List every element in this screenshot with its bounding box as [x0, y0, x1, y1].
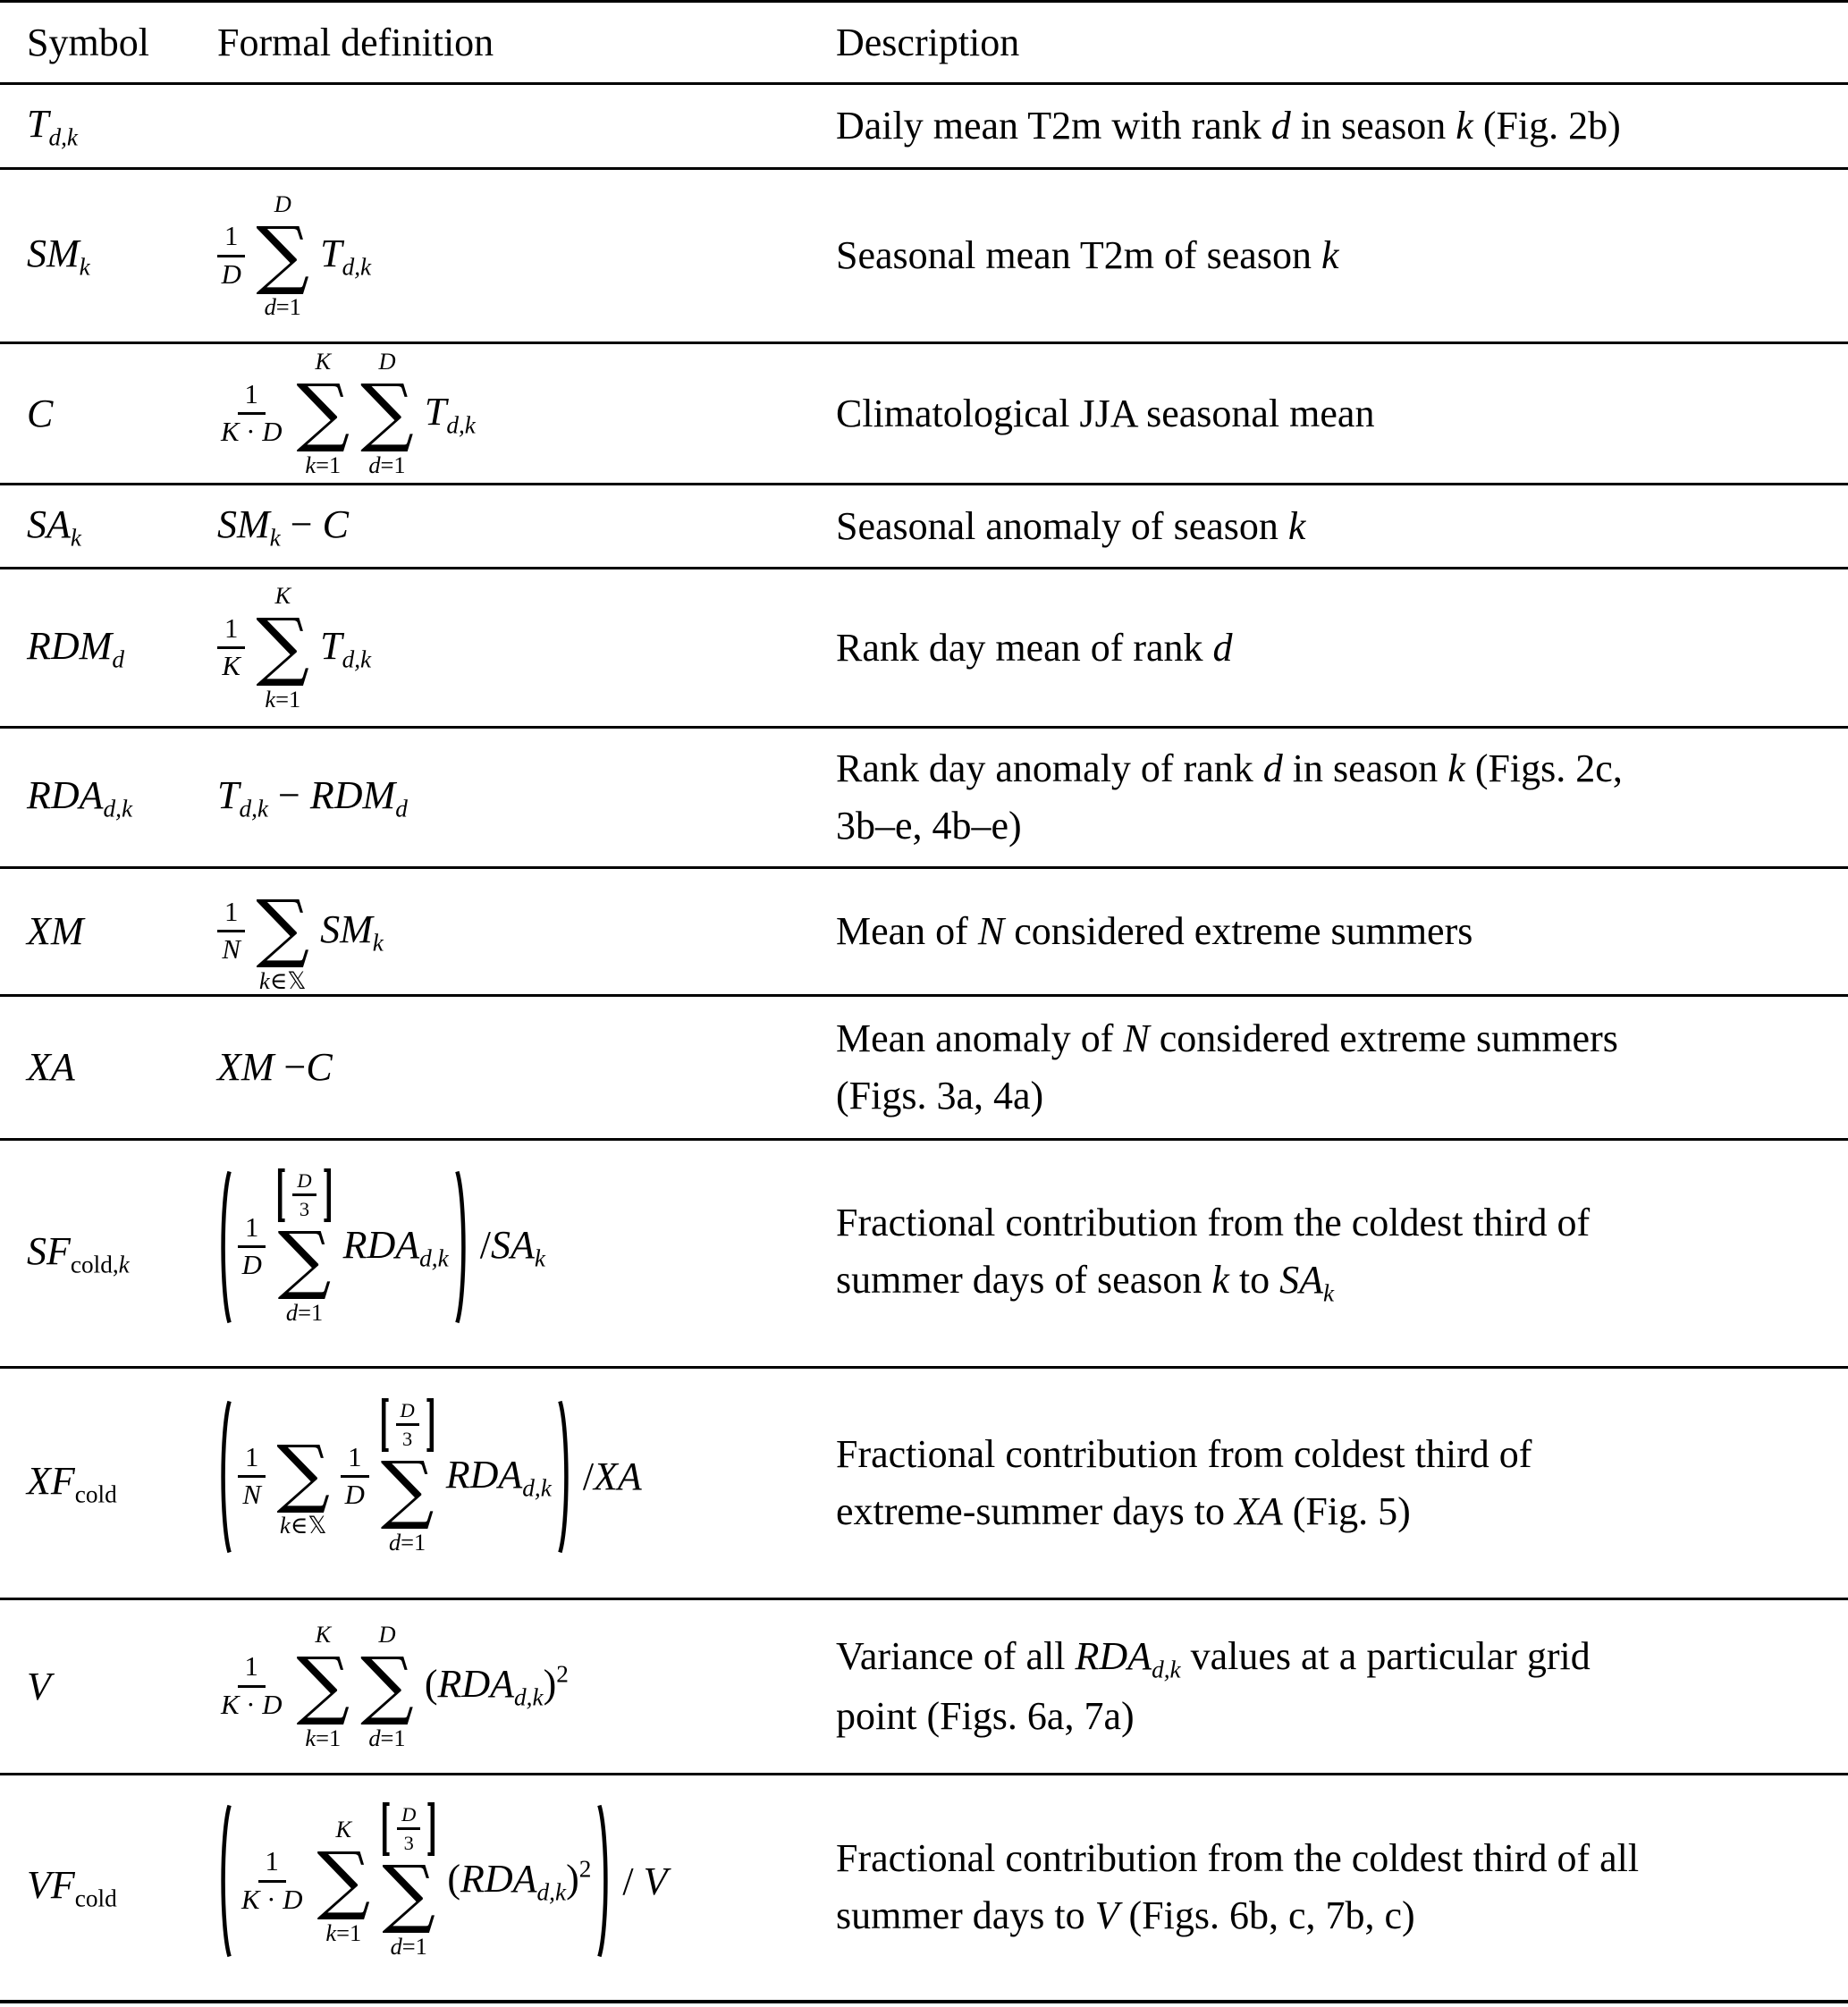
paren-group-content	[232, 1802, 596, 1960]
math-row	[217, 1168, 545, 1326]
bracket-group	[381, 1802, 436, 1856]
summation-lower-limit	[265, 687, 300, 713]
formula-cell	[217, 770, 836, 825]
symbol-cell: $SF_{cold,k}$	[27, 1228, 130, 1278]
math-text: d=1	[368, 1724, 406, 1751]
math-text: D	[274, 190, 291, 217]
math-text: $SM_k$	[320, 907, 384, 957]
fraction	[397, 1803, 420, 1855]
math-text: D	[378, 348, 396, 375]
formula-cell	[217, 499, 836, 554]
formula-cell	[217, 349, 836, 478]
fraction	[217, 379, 285, 449]
fraction-denominator: D	[344, 1480, 365, 1511]
summation-lower-limit	[325, 1920, 361, 1946]
summation	[296, 349, 350, 478]
symbol-cell: $VF_{cold}$	[27, 1863, 117, 1912]
fraction-denominator: N	[242, 1480, 261, 1511]
math-row	[217, 1398, 642, 1556]
paren-group	[217, 1398, 572, 1556]
math-text: K	[274, 582, 291, 609]
paren-right-delimiter-icon	[596, 1802, 612, 1960]
summation-upper-limit	[380, 1398, 435, 1452]
math-text: $T_{d,k}$	[320, 232, 372, 281]
summation-lower-limit	[368, 452, 405, 478]
table-header-row	[0, 3, 1848, 85]
description-cell: Rank day anomaly of rank d in season k (Figs. 2c, 3b–e, 4b–e)	[836, 746, 1623, 847]
math-text: $(RDA_{d,k})^2$	[424, 1660, 569, 1711]
math-row	[217, 499, 349, 554]
summation-upper-limit	[381, 1802, 436, 1856]
table-row	[0, 1369, 1848, 1600]
table-row	[0, 85, 1848, 170]
summation-lower-limit	[286, 1300, 323, 1326]
symbol-cell: $XF_{cold}$	[27, 1458, 117, 1508]
description-cell: Fractional contribution from the coldest third of summer days of season k to $SA_k$	[836, 1201, 1591, 1307]
fraction-numerator: 1	[217, 221, 245, 257]
math-text: $(RDA_{d,k})^2$	[447, 1855, 592, 1906]
summation-lower-limit	[368, 1725, 405, 1751]
paren-left-delimiter-icon	[217, 1802, 232, 1960]
math-text: k=1	[325, 1918, 362, 1946]
fraction-numerator: 1	[258, 1846, 286, 1882]
summation	[360, 349, 414, 478]
description-cell: Seasonal anomaly of season k	[836, 503, 1306, 548]
description-cell: Seasonal mean T2m of season k	[836, 233, 1339, 278]
math-row	[217, 1622, 569, 1751]
summation-lower-limit	[391, 1934, 427, 1960]
header-symbol: Symbol	[27, 20, 149, 64]
math-text: d=1	[264, 293, 301, 321]
math-text: $RDA_{d,k}$	[445, 1452, 552, 1502]
fraction	[238, 1442, 266, 1512]
header-formal-definition: Formal definition	[217, 20, 494, 64]
sigma-icon: ∑	[360, 367, 414, 456]
summation	[256, 869, 309, 994]
math-row	[217, 770, 408, 825]
sigma-icon: ∑	[276, 1428, 331, 1516]
fraction-numerator: D	[396, 1399, 419, 1426]
paren-right-delimiter-icon	[557, 1398, 572, 1556]
fraction-numerator: 1	[217, 897, 245, 932]
fraction-numerator: 1	[238, 1212, 266, 1248]
bracket-group	[380, 1398, 435, 1452]
header-description: Description	[836, 20, 1020, 64]
summation-lower-limit	[259, 968, 307, 994]
paren-right-delimiter-icon	[454, 1168, 469, 1326]
summation-lower-limit	[305, 1725, 341, 1751]
summation	[380, 1398, 435, 1556]
fraction	[341, 1442, 368, 1512]
formula-cell	[217, 191, 836, 321]
math-text: D	[378, 1620, 396, 1648]
bracket-group	[276, 1168, 332, 1222]
description-cell: Rank day mean of rank d	[836, 625, 1233, 670]
sigma-icon: ∑	[256, 882, 310, 971]
math-text: d=1	[368, 451, 406, 478]
formula-cell	[217, 1168, 836, 1338]
summation-lower-limit	[305, 452, 341, 478]
table-row	[0, 170, 1848, 344]
description-cell: Variance of all $RDA_{d,k}$ values at a particular grid point (Figs. 6a, 7a)	[836, 1633, 1591, 1738]
math-row	[217, 1041, 333, 1092]
fraction	[396, 1399, 419, 1451]
paren-group-content	[232, 1168, 454, 1326]
paren-left-delimiter-icon	[217, 1398, 232, 1556]
bracket-group-content	[392, 1803, 426, 1855]
fraction	[217, 1651, 285, 1721]
fraction-denominator: 3	[402, 1427, 413, 1450]
symbol-cell: $SM_k$	[27, 232, 90, 281]
table-row	[0, 1600, 1848, 1775]
symbol-cell: C	[27, 391, 54, 435]
fraction	[292, 1169, 316, 1221]
sigma-icon: ∑	[382, 1849, 436, 1937]
description-cell: Fractional contribution from the coldest third of all summer days to V (Figs. 6b, c, 7b, c)	[836, 1836, 1640, 1938]
fraction-numerator: 1	[217, 613, 245, 649]
sigma-icon: ∑	[256, 209, 310, 298]
math-text: d=1	[285, 1298, 324, 1326]
formula-cell	[217, 1622, 836, 1751]
table-row	[0, 485, 1848, 569]
math-text: K	[315, 348, 332, 375]
paren-group-content	[232, 1398, 557, 1556]
math-row	[217, 583, 371, 713]
formula-cell	[217, 869, 836, 994]
math-text: K	[315, 1620, 332, 1648]
description-cell: Mean of N considered extreme summers	[836, 908, 1473, 953]
fraction	[217, 897, 245, 966]
math-text: d=1	[388, 1528, 426, 1556]
math-row	[217, 869, 384, 994]
formula-cell	[217, 1802, 836, 1972]
math-text: $SM_k - C$	[217, 502, 349, 552]
fraction-numerator: 1	[341, 1442, 368, 1478]
table-row	[0, 997, 1848, 1141]
fraction-denominator: K · D	[221, 1689, 283, 1720]
bracket-left-delimiter-icon	[276, 1168, 287, 1222]
table-row	[0, 1775, 1848, 2003]
math-text: K	[335, 1815, 352, 1843]
fraction-numerator: 1	[238, 1442, 266, 1478]
table-row	[0, 569, 1848, 729]
table-row	[0, 344, 1848, 485]
math-text: / V	[622, 1859, 668, 1903]
math-text: k=1	[265, 685, 301, 713]
bracket-left-delimiter-icon	[381, 1802, 392, 1856]
symbol-cell: $RDM_d$	[27, 623, 124, 673]
summation-lower-limit	[265, 294, 301, 320]
math-row	[217, 191, 371, 321]
fraction-numerator: D	[292, 1169, 316, 1196]
fraction-denominator: K	[222, 651, 240, 681]
description-cell: Mean anomaly of N considered extreme summers (Figs. 3a, 4a)	[836, 1016, 1618, 1117]
summation	[316, 1817, 370, 1946]
math-text: /XA	[582, 1455, 642, 1498]
table-row	[0, 1141, 1848, 1369]
symbol-cell: V	[27, 1664, 51, 1708]
symbol-cell: $T_{d,k}$	[27, 102, 79, 151]
fraction-denominator: K · D	[221, 417, 283, 447]
sigma-icon: ∑	[360, 1640, 414, 1728]
math-text: d=1	[390, 1933, 427, 1961]
fraction-denominator: 3	[299, 1197, 310, 1220]
math-row	[217, 349, 476, 478]
symbol-cell: $SA_k$	[27, 502, 81, 552]
sigma-icon: ∑	[296, 367, 350, 456]
summation	[276, 1168, 332, 1326]
bracket-right-delimiter-icon	[425, 1398, 435, 1452]
sigma-icon: ∑	[277, 1214, 332, 1303]
symbol-cell: XM	[27, 909, 84, 954]
math-text: XM −C	[217, 1045, 333, 1090]
table-row	[0, 729, 1848, 869]
fraction	[238, 1846, 306, 1916]
fraction	[217, 221, 245, 291]
description-cell: Daily mean T2m with rank d in season k (Fig. 2b)	[836, 104, 1621, 148]
summation	[256, 191, 309, 321]
symbol-cell: $RDA_{d,k}$	[27, 773, 133, 822]
formula-cell	[217, 1398, 836, 1568]
bracket-right-delimiter-icon	[322, 1168, 333, 1222]
formula-cell	[217, 583, 836, 713]
fraction-denominator: N	[222, 934, 240, 966]
bracket-group-content	[391, 1399, 425, 1451]
bracket-group-content	[287, 1169, 321, 1221]
summation-upper-limit	[276, 1168, 332, 1222]
math-text: $T_{d,k}$	[424, 389, 476, 439]
summation	[381, 1802, 436, 1960]
description-cell: Climatological JJA seasonal mean	[836, 391, 1375, 435]
sigma-icon: ∑	[296, 1640, 350, 1728]
fraction-denominator: 3	[403, 1832, 414, 1855]
paren-left-delimiter-icon	[217, 1168, 232, 1326]
sigma-icon: ∑	[316, 1834, 371, 1923]
fraction-numerator: 1	[238, 379, 266, 415]
math-text: $T_{d,k} - RDM_d$	[217, 773, 408, 822]
table-row	[0, 869, 1848, 997]
paren-group	[217, 1802, 612, 1960]
summation	[276, 1414, 330, 1539]
summation	[256, 583, 309, 713]
bracket-left-delimiter-icon	[380, 1398, 391, 1452]
fraction	[217, 613, 245, 683]
formula-cell	[217, 1041, 836, 1092]
fraction	[238, 1212, 266, 1282]
symbol-cell: XA	[27, 1045, 75, 1090]
bracket-right-delimiter-icon	[426, 1802, 436, 1856]
summation-lower-limit	[389, 1530, 426, 1556]
math-text: k=1	[305, 451, 342, 478]
fraction-denominator: K · D	[241, 1884, 303, 1915]
paren-group	[217, 1168, 469, 1326]
fraction-denominator: D	[221, 258, 241, 290]
summation	[296, 1622, 350, 1751]
summation-lower-limit	[280, 1513, 327, 1539]
math-text: $RDA_{d,k}$	[342, 1222, 449, 1272]
fraction-numerator: D	[397, 1803, 420, 1830]
summation	[360, 1622, 414, 1751]
sigma-icon: ∑	[380, 1444, 435, 1532]
math-text: k∈𝕏	[258, 966, 307, 995]
math-row	[217, 1802, 668, 1960]
sigma-icon: ∑	[256, 602, 310, 690]
fraction-numerator: 1	[238, 1651, 266, 1687]
math-text: k∈𝕏	[279, 1512, 327, 1540]
math-text: $/SA_k$	[479, 1222, 545, 1272]
table-body	[0, 85, 1848, 2003]
math-text: k=1	[305, 1724, 342, 1751]
fraction-denominator: D	[241, 1250, 262, 1281]
description-cell: Fractional contribution from coldest third of extreme-summer days to XA (Fig. 5)	[836, 1431, 1532, 1533]
math-text: $T_{d,k}$	[320, 623, 372, 673]
